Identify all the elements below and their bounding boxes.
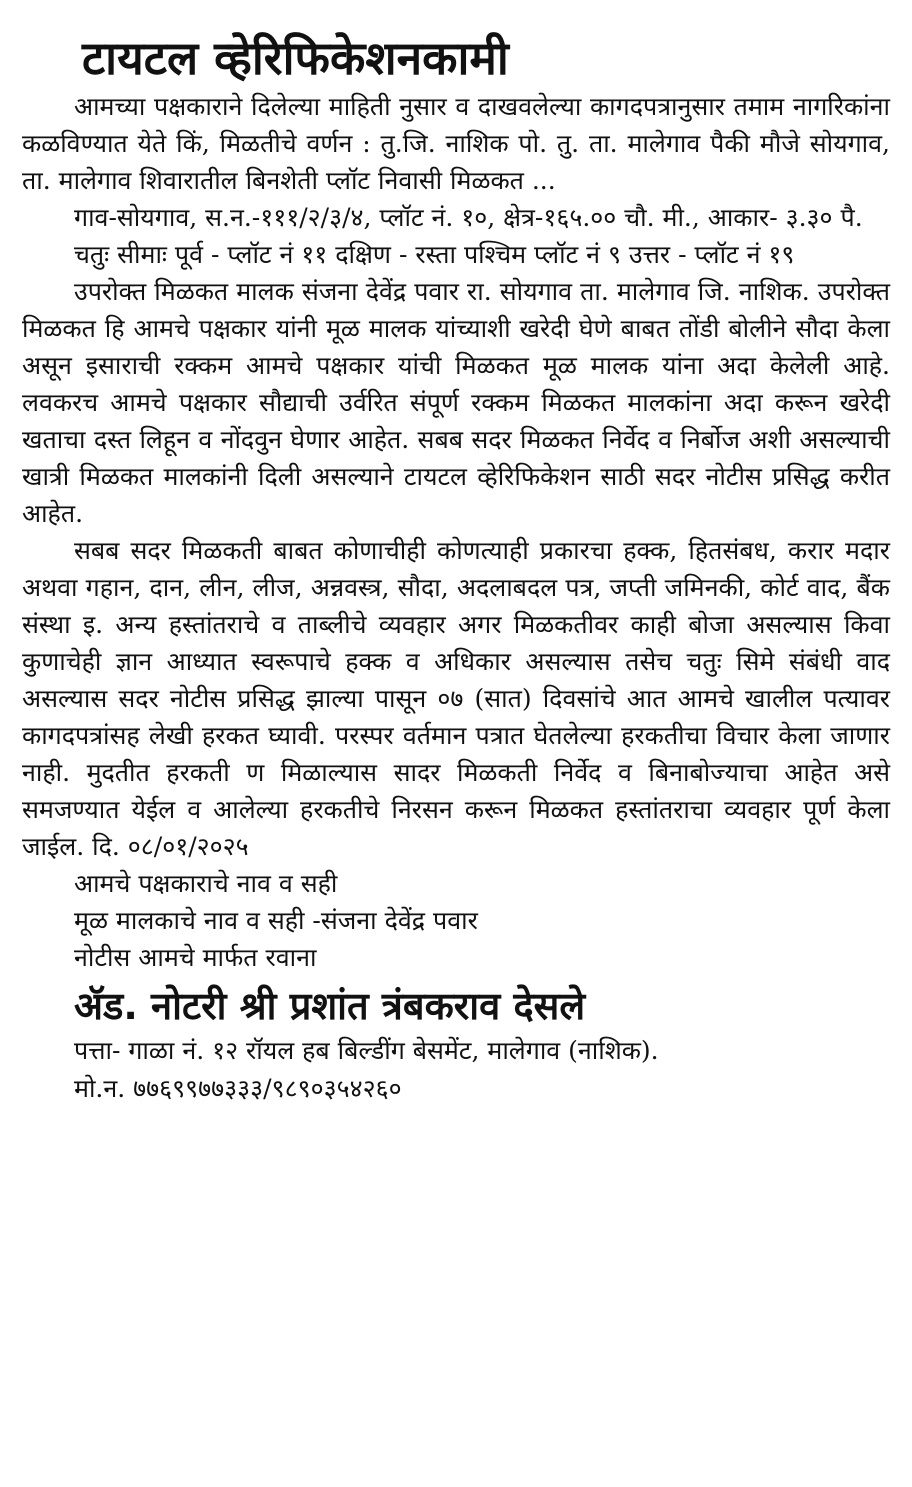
objection-paragraph: सबब सदर मिळकती बाबत कोणाचीही कोणत्याही प्रकारचा हक्क, हितसंबध, करार मदार अथवा गहान, दान, लीन, लीज, अन्नवस्त्र, सौदा, अदलाबदल पत्र, जप्ती जमिनकी, कोर्ट वाद, बैंक संस्था इ. अन्य हस्तांतराचे व ताब्लीचे व्यवहार अगर मिळकतीवर काही बोजा असल्यास किवा कुणाचेही ज्ञान आध्यात स्वरूपाचे हक्क व अधिकार असल्यास तसेच चतुः सिमे संबंधी वाद असल्यास सदर नोटीस प्रसिद्ध झाल्या पासून ०७ (सात) दिवसांचे आत आमचे खालील पत्यावर कागदपत्रांसह लेखी हरकत घ्यावी. परस्पर वर्तमान पत्रात घेतलेल्या हरकतीचा विचार केला जाणार नाही. मुदतीत हरकती ण मिळाल्यास सादर मिळकती निर्वेद व बिनाबोज्याचा आहेत असे समजण्यात येईल व आलेल्या हरकतीचे निरसन करून मिळकत हस्तांतराचा व्यवहार पूर्ण केला जाईल. दि. ०८/०१/२०२५	[22, 536, 890, 861]
boundaries-paragraph: चतुः सीमाः पूर्व - प्लॉट नं ११ दक्षिण - रस्ता पश्चिम प्लॉट नं ९ उत्तर - प्लॉट नं १९	[74, 240, 795, 269]
advocate-name: ॲड. नोटरी श्री प्रशांत त्रंबकराव देसले	[74, 984, 586, 1028]
advocate-mobile: मो.न. ७७६९९७७३३३/९८९०३५४२६०	[74, 1074, 402, 1103]
ownership-paragraph: उपरोक्त मिळकत मालक संजना देवेंद्र पवार रा. सोयगाव ता. मालेगाव जि. नाशिक. उपरोक्त मिळकत हि आमचे पक्षकार यांनी मूळ मालक यांच्याशी खरेदी घेणे बाबत तोंडी बोलीने सौदा केला असून इसाराची रक्कम आमचे पक्षकार यांची मिळकत मूळ मालक यांना अदा केलेली आहे. लवकरच आमचे पक्षकार सौद्याची उर्वरित संपूर्ण रक्कम मिळकत मालकांना अदा करून खरेदी खताचा दस्त लिहून व नोंदवुन घेणार आहेत. सबब सदर मिळकत निर्वेद व निर्बोज अशी असल्याची खात्री मिळकत मालकांनी दिली असल्याने टायटल व्हेरिफिकेशन साठी सदर नोटीस प्रसिद्ध करीत आहेत.	[22, 277, 890, 528]
advocate-address: पत्ता- गाळा नं. १२ रॉयल हब बिल्डींग बेसमेंट, मालेगाव (नाशिक).	[74, 1036, 659, 1065]
dispatch-line: नोटीस आमचे मार्फत रवाना	[74, 943, 317, 972]
owner-signature-line: मूळ मालकाचे नाव व सही -संजना देवेंद्र पवार	[74, 906, 478, 935]
property-description-paragraph: आमच्या पक्षकाराने दिलेल्या माहिती नुसार व दाखवलेल्या कागदपत्रानुसार तमाम नागरिकांना कळविण्यात येते किं, मिळतीचे वर्णन : तु.जि. नाशिक पो. तु. ता. मालेगाव पैकी मौजे सोयगाव, ता. मालेगाव शिवारातील बिनशेती प्लॉट निवासी मिळकत ...	[22, 92, 890, 195]
notice-title: टायटल व्हेरिफिकेशनकामी	[82, 31, 509, 85]
property-details-paragraph: गाव-सोयगाव, स.न.-१११/२/३/४, प्लॉट नं. १०, क्षेत्र-१६५.०० चौ. मी., आकार- ३.३० पै.	[74, 203, 863, 232]
client-signature-line: आमचे पक्षकाराचे नाव व सही	[74, 869, 338, 898]
